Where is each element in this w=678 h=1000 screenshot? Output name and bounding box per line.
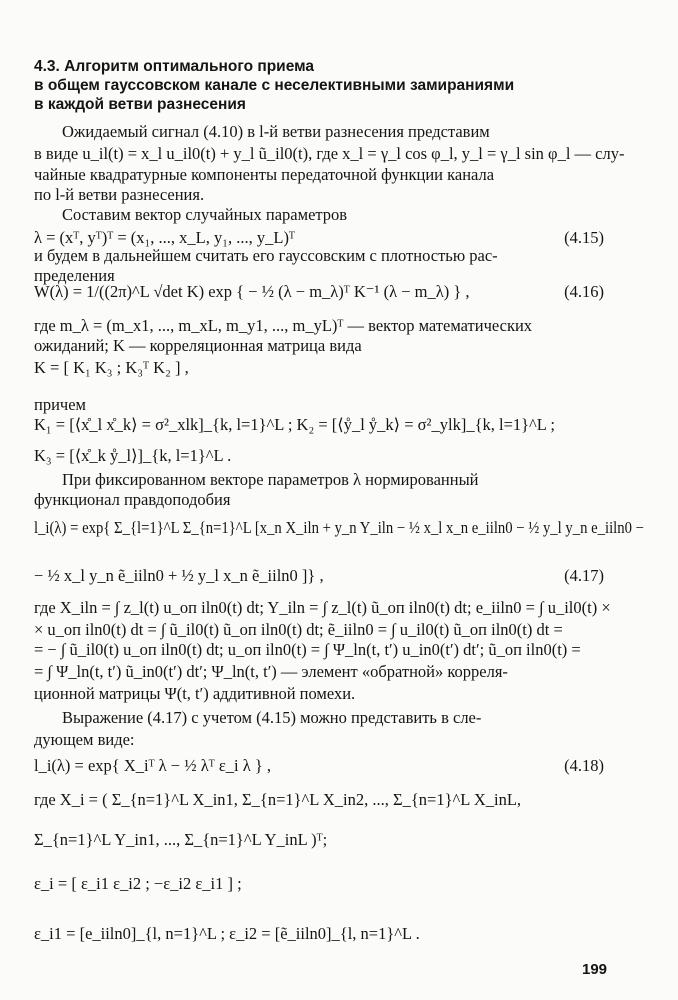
text-line: чайные квадратурные компоненты передаточной функции канала (34, 165, 495, 184)
text-line: и будем в дальнейшем считать его гауссовским с плотностью рас- (34, 246, 498, 265)
page-number: 199 (582, 961, 608, 978)
text-line: K₁ = [⟨x̊_l x̊_k⟩ = σ²_xlk]_{k, l=1}^L ; K₂ = [⟨ẙ_l ẙ_k⟩ = σ²_ylk]_{k, l=1}^L ; (34, 415, 555, 434)
equation-number: (4.18) (564, 756, 604, 775)
text-line: пределения (34, 266, 115, 285)
text-line: в виде u_il(t) = x_l u_il0(t) + y_l ũ_il0(t), где x_l = γ_l cos φ_l, y_l = γ_l sin φ_l — слу- (34, 144, 625, 163)
text-line: − ½ x_l y_n ẽ_iiln0 + ½ y_l x_n ẽ_iiln0 ]} , (34, 566, 324, 585)
text-line: Σ_{n=1}^L Y_in1, ..., Σ_{n=1}^L Y_inL )ᵀ; (34, 830, 328, 849)
text-line: При фиксированном векторе параметров λ нормированный (62, 470, 479, 489)
text-line: ε_i1 = [e_iiln0]_{l, n=1}^L ; ε_i2 = [ẽ_iiln0]_{l, n=1}^L . (34, 924, 420, 943)
text-line: l_i(λ) = exp{ X_iᵀ λ − ½ λᵀ ε_i λ } , (34, 756, 272, 775)
text-line: λ = (xᵀ, yᵀ)ᵀ = (x₁, ..., x_L, y₁, ..., y_L)ᵀ (34, 228, 295, 247)
text-line: ε_i = [ ε_i1 ε_i2 ; −ε_i2 ε_i1 ] ; (34, 874, 242, 893)
text-line: где X_i = ( Σ_{n=1}^L X_in1, Σ_{n=1}^L X_in2, ..., Σ_{n=1}^L X_inL, (34, 790, 522, 809)
equation-number: (4.15) (564, 228, 604, 247)
equation-number: (4.16) (564, 282, 604, 301)
text-line: Ожидаемый сигнал (4.10) в l-й ветви разнесения представим (62, 122, 490, 141)
text-line: W(λ) = 1/((2π)^L √det K) exp { − ½ (λ − m_λ)ᵀ K⁻¹ (λ − m_λ) } , (34, 282, 470, 301)
text-line: причем (34, 395, 86, 414)
text-line: ционной матрицы Ψ(t, t′) аддитивной помехи. (34, 684, 356, 703)
equation-number: (4.17) (564, 566, 604, 585)
text-line: где m_λ = (m_x1, ..., m_xL, m_y1, ..., m_yL)ᵀ — вектор математических (34, 316, 533, 335)
text-line: l_i(λ) = exp{ Σ_{l=1}^L Σ_{n=1}^L [x_n X_iln + y_n Y_iln − ½ x_l x_n e_iiln0 − ½ y_l y_n e_iiln0 − (34, 518, 644, 537)
text-line: = ∫ Ψ_ln(t, t′) ũ_in0(t′) dt′; Ψ_ln(t, t′) — элемент «обратной» корреля- (34, 662, 508, 681)
section-title-line-1: 4.3. Алгоритм оптимального приема (34, 58, 314, 75)
text-line: по l-й ветви разнесения. (34, 185, 205, 204)
text-line: функционал правдоподобия (34, 490, 231, 509)
text-line: Выражение (4.17) с учетом (4.15) можно представить в сле- (62, 708, 482, 727)
text-line: × u_оп iln0(t) dt = ∫ ũ_il0(t) ũ_оп iln0(t) dt; ẽ_iiln0 = ∫ u_il0(t) ũ_оп iln0(t) dt = (34, 620, 563, 639)
text-line: = − ∫ ũ_il0(t) u_оп iln0(t) dt; u_оп iln0(t) = ∫ Ψ_ln(t, t′) u_in0(t′) dt′; ũ_оп iln0(t) = (34, 640, 581, 659)
section-title-line-3: в каждой ветви разнесения (34, 96, 246, 113)
text-line: дующем виде: (34, 730, 135, 749)
text-line: где X_iln = ∫ z_l(t) u_оп iln0(t) dt; Y_iln = ∫ z_l(t) ũ_оп iln0(t) dt; e_iiln0 = ∫ u_il0(t) × (34, 598, 611, 617)
text-line: ожиданий; K — корреляционная матрица вида (34, 336, 362, 355)
text-line: K = [ K₁ K₃ ; K₃ᵀ K₂ ] , (34, 358, 189, 377)
text-line: K₃ = [⟨x̊_k ẙ_l⟩]_{k, l=1}^L . (34, 446, 232, 465)
section-title-line-2: в общем гауссовском канале с неселективными замираниями (34, 77, 515, 94)
text-line: Составим вектор случайных параметров (62, 205, 348, 224)
